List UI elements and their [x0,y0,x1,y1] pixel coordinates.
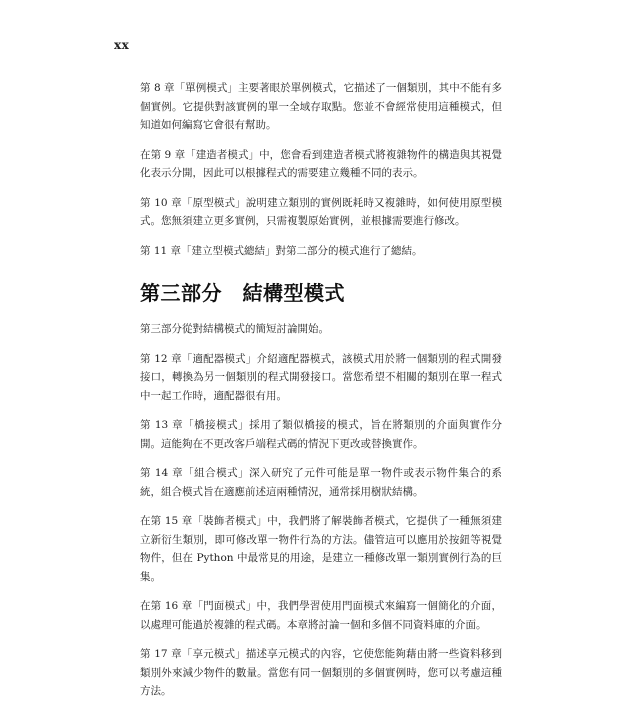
paragraph-chapter-15: 在第 15 章「裝飾者模式」中，我們將了解裝飾者模式，它提供了一種無須建立新衍生類別，即可修改單一物件行為的方法。儘管這可以應用於按鈕等視覺物件，但在 Python 中最常見的用途，是建立一種修改單一類別實例行為的巨集。 [140,515,502,583]
page-number: xx [114,38,130,52]
paragraph-chapter-12: 第 12 章「適配器模式」介紹適配器模式，該模式用於將一個類別的程式開發接口，轉換為另一個類別的程式開發接口。當您希望不相關的類別在單一程式中一起工作時，適配器很有用。 [140,352,502,402]
section-heading: 第三部分 結構型模式 [140,281,345,305]
paragraph-chapter-11: 第 11 章「建立型模式總結」對第二部分的模式進行了總結。 [140,244,423,257]
paragraph-chapter-14: 第 14 章「組合模式」深入研究了元件可能是單一物件或表示物件集合的系統，組合模式旨在適應前述這兩種情況，通常採用樹狀結構。 [140,467,502,498]
paragraph-part-three-intro: 第三部分從對結構模式的簡短討論開始。 [140,323,329,335]
paragraph-chapter-16: 在第 16 章「門面模式」中，我們學習使用門面模式來編寫一個簡化的介面，以處理可能過於複雜的程式碼。本章將討論一個和多個不同資料庫的介面。 [140,600,502,631]
paragraph-chapter-17: 第 17 章「享元模式」描述享元模式的內容，它使您能夠藉由將一些資料移到類別外來減少物件的數量。當您有同一個類別的多個實例時，您可以考慮這種方法。 [140,648,502,697]
paragraph-chapter-8: 第 8 章「單例模式」主要著眼於單例模式，它描述了一個類別，其中不能有多個實例。它提供對該實例的單一全域存取點。您並不會經常使用這種模式，但知道如何編寫它會很有幫助。 [140,82,502,131]
paragraph-chapter-9: 在第 9 章「建造者模式」中，您會看到建造者模式將複雜物件的構造與其視覺化表示分開，因此可以根據程式的需要建立幾種不同的表示。 [140,148,502,179]
paragraph-chapter-10: 第 10 章「原型模式」說明建立類別的實例既耗時又複雜時，如何使用原型模式。您無須建立更多實例，只需複製原始實例，並根據需要進行修改。 [140,196,502,227]
page-content [140,79,502,712]
paragraph-chapter-13: 第 13 章「橋接模式」採用了類似橋接的模式，旨在將類別的介面與實作分開。這能夠在不更改客戶端程式碼的情況下更改或替換實作。 [140,419,502,450]
